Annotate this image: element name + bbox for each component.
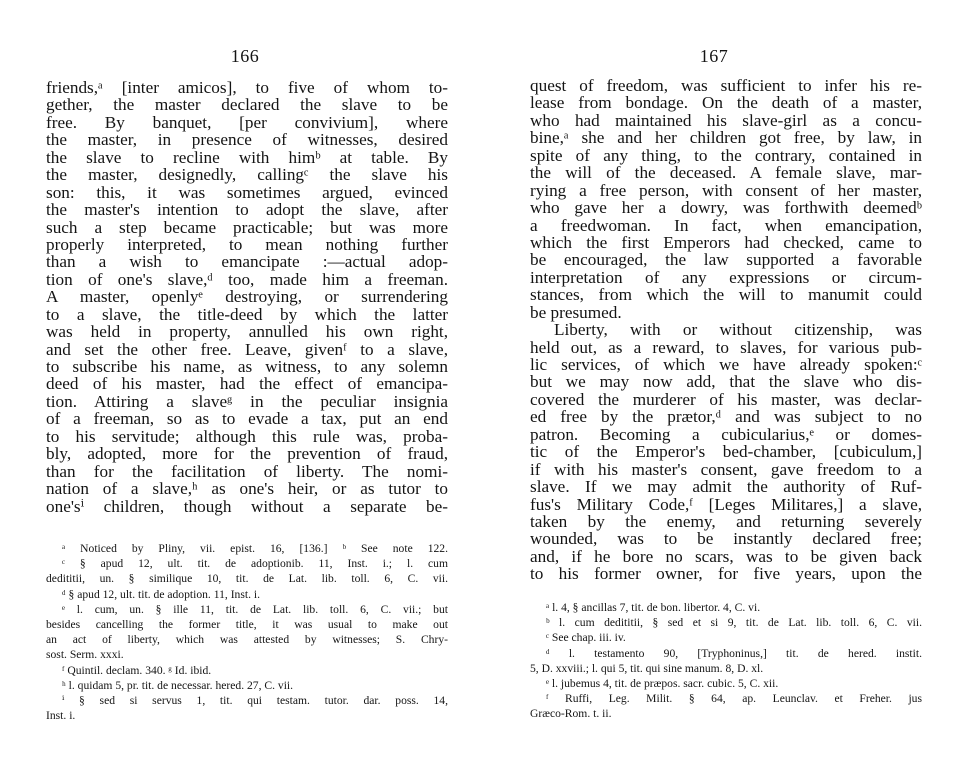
text-line: the master, in presence of witnesses, desired — [46, 130, 448, 150]
text-line: properly interpreted, to mean nothing further — [46, 234, 448, 254]
body-text — [46, 79, 448, 515]
text-line: the slave to recline with himᵇ at table. By — [46, 147, 448, 167]
text-line: held out, as a reward, to slaves, for various pub- — [530, 337, 922, 357]
footnote-line: 5, D. xxviii.; l. qui 5, tit. qui sine manum. 8, D. xl. — [530, 661, 764, 675]
text-line: gether, the master declared the slave to be — [46, 95, 448, 115]
text-line: slave. If we may admit the authority of Ruf- — [530, 477, 922, 497]
text-line: ed free by the prætor,ᵈ and was subject to no — [530, 407, 922, 427]
text-line: tion of one's slave,ᵈ too, made him a freeman. — [46, 269, 448, 289]
footnote-line: besides cancelling the former title, it was usual to make out — [46, 617, 448, 631]
body-text — [530, 77, 922, 583]
text-line: stances, from which the will to manumit could — [530, 285, 922, 305]
text-line: be presumed. — [530, 302, 622, 322]
text-line: lic services, of which we have already spoken:ᶜ — [530, 355, 922, 374]
footnote-line: an act of liberty, which was attested by witnesses; S. Chry- — [46, 633, 448, 647]
text-line: one'sⁱ children, though without a separate be- — [46, 496, 448, 516]
text-line: lease from bondage. On the death of a master, — [530, 93, 922, 113]
text-line: wounded, was to be instantly declared free; — [530, 529, 922, 549]
text-line: free. By banquet, [per convivium], where — [46, 112, 448, 132]
text-line: the master, designedly, callingᶜ the slave his — [46, 165, 448, 185]
footnotes — [530, 600, 922, 722]
text-line: a freedwoman. In fact, when emancipation, — [530, 215, 922, 235]
footnote-line: ᶜ § apud 12, ult. tit. de adoptionib. 11, Inst. i.; l. cum — [62, 557, 448, 571]
text-line: nation of a slave,ʰ as one's heir, or as tutor to — [46, 479, 448, 499]
footnotes — [46, 541, 448, 723]
text-line: such a step became practicable; but was more — [46, 217, 448, 237]
text-line: was held in property, annulled his own right, — [46, 322, 448, 342]
text-line: covered the murderer of his master, was declar- — [530, 389, 922, 409]
page-number: 167 — [699, 46, 729, 66]
text-line: Liberty, with or without citizenship, was — [554, 320, 922, 340]
footnote-line: ᵈ § apud 12, ult. tit. de adoption. 11, Inst. i. — [62, 587, 260, 601]
text-line: friends,ᵃ [inter amicos], to five of whom to- — [46, 78, 448, 97]
footnote-line: ᵈ l. testamento 90, [Tryphoninus,] tit. de hered. instit. — [546, 646, 922, 660]
footnote-line: ʰ l. quidam 5, pr. tit. de necessar. hered. 27, C. vii. — [62, 678, 294, 692]
text-line: which the first Emperors had checked, came to — [530, 232, 922, 252]
footnote-line: ᵉ l. jubemus 4, tit. de præpos. sacr. cubic. 5, C. xii. — [546, 676, 779, 690]
text-line: but we may now add, that the slave who dis- — [530, 372, 922, 392]
footnote-line: Inst. i. — [46, 709, 76, 723]
text-line: son: this, it was sometimes argued, evinced — [46, 182, 448, 202]
text-line: deed of his master, had the effect of emancipa- — [46, 374, 448, 394]
footnote-line: ⁱ § sed si servus 1, tit. qui testam. tutor. dar. poss. 14, — [62, 693, 448, 707]
text-line: to his servitude; although this rule was, proba- — [46, 426, 448, 446]
footnote-line: ᵃ l. 4, § ancillas 7, tit. de bon. libertor. 4, C. vi. — [546, 601, 761, 614]
text-line: A master, openlyᵉ destroying, or surrendering — [46, 287, 448, 307]
text-line: if with his master's consent, gave freedom to a — [530, 459, 922, 479]
footnote-line: ᶠ Ruffi, Leg. Milit. § 64, ap. Leunclav. et Freher. jus — [546, 692, 922, 706]
text-line: tion. Attiring a slaveᵍ in the peculiar insignia — [46, 391, 448, 411]
footnote-line: ᵇ l. cum dedititii, § sed et si 9, tit. de Lat. lib. toll. 6, C. vii. — [546, 616, 922, 630]
text-line: of a freeman, so as to evade a tax, put an end — [46, 409, 448, 429]
text-line: than for the facilitation of liberty. The nomi- — [46, 461, 448, 481]
text-line: patron. Becoming a cubicularius,ᵉ or domes- — [530, 424, 922, 444]
text-line: rying a free person, with consent of her master, — [530, 180, 922, 200]
text-line: to his former owner, for five years, upon the — [530, 564, 922, 584]
footnote-line: Græco-Rom. t. ii. — [530, 707, 612, 721]
text-line: who gave her a dowry, was forthwith deemedᵇ — [530, 198, 922, 218]
footnote-line: ᶠ Quintil. declam. 340. ᵍ Id. ibid. — [62, 663, 212, 677]
footnote-line: sost. Serm. xxxi. — [46, 648, 124, 662]
text-line: bly, adopted, more for the prevention of fraud, — [46, 444, 448, 464]
text-line: who had maintained his slave-girl as a concu- — [530, 110, 922, 130]
footnote-line: ᶜ See chap. iii. iv. — [546, 631, 626, 645]
text-line: tic of the Emperor's bed-chamber, [cubiculum,] — [530, 442, 922, 462]
text-line: the will of the deceased. A female slave, mar- — [530, 163, 922, 183]
footnote-line: dedititii, un. § similique 10, tit. de Lat. lib. toll. 6, C. vii. — [46, 572, 448, 586]
text-line: quest of freedom, was sufficient to infer his re- — [530, 76, 922, 95]
text-line: spite of any thing, to the contrary, contained in — [530, 145, 922, 165]
text-line: and, if he bore no scars, was to be given back — [530, 546, 922, 566]
text-line: the master's intention to adopt the slave, after — [46, 200, 448, 220]
text-line: than a wish to emancipate :—actual adop- — [46, 252, 448, 272]
footnote-line: ᵉ l. cum, un. § ille 11, tit. de Lat. lib. toll. 6, C. vii.; but — [62, 602, 448, 616]
text-line: to subscribe his name, as witness, to any solemn — [46, 357, 448, 376]
text-line: fus's Military Code,ᶠ [Leges Militares,] a slave, — [530, 494, 922, 514]
text-line: taken by the enemy, and returning severely — [530, 511, 922, 531]
footnote-line: ᵃ Noticed by Pliny, vii. epist. 16, [136.] ᵇ See note 122. — [62, 542, 448, 555]
text-line: to a slave, the title-deed by which the latter — [46, 304, 448, 324]
text-line: interpretation of any expressions or circum- — [530, 267, 922, 287]
text-line: be encouraged, the law supported a favorable — [530, 250, 922, 270]
page-number: 166 — [230, 46, 260, 66]
text-line: bine,ᵃ she and her children got free, by law, in — [530, 128, 922, 148]
text-line: and set the other free. Leave, givenᶠ to a slave, — [46, 339, 448, 359]
